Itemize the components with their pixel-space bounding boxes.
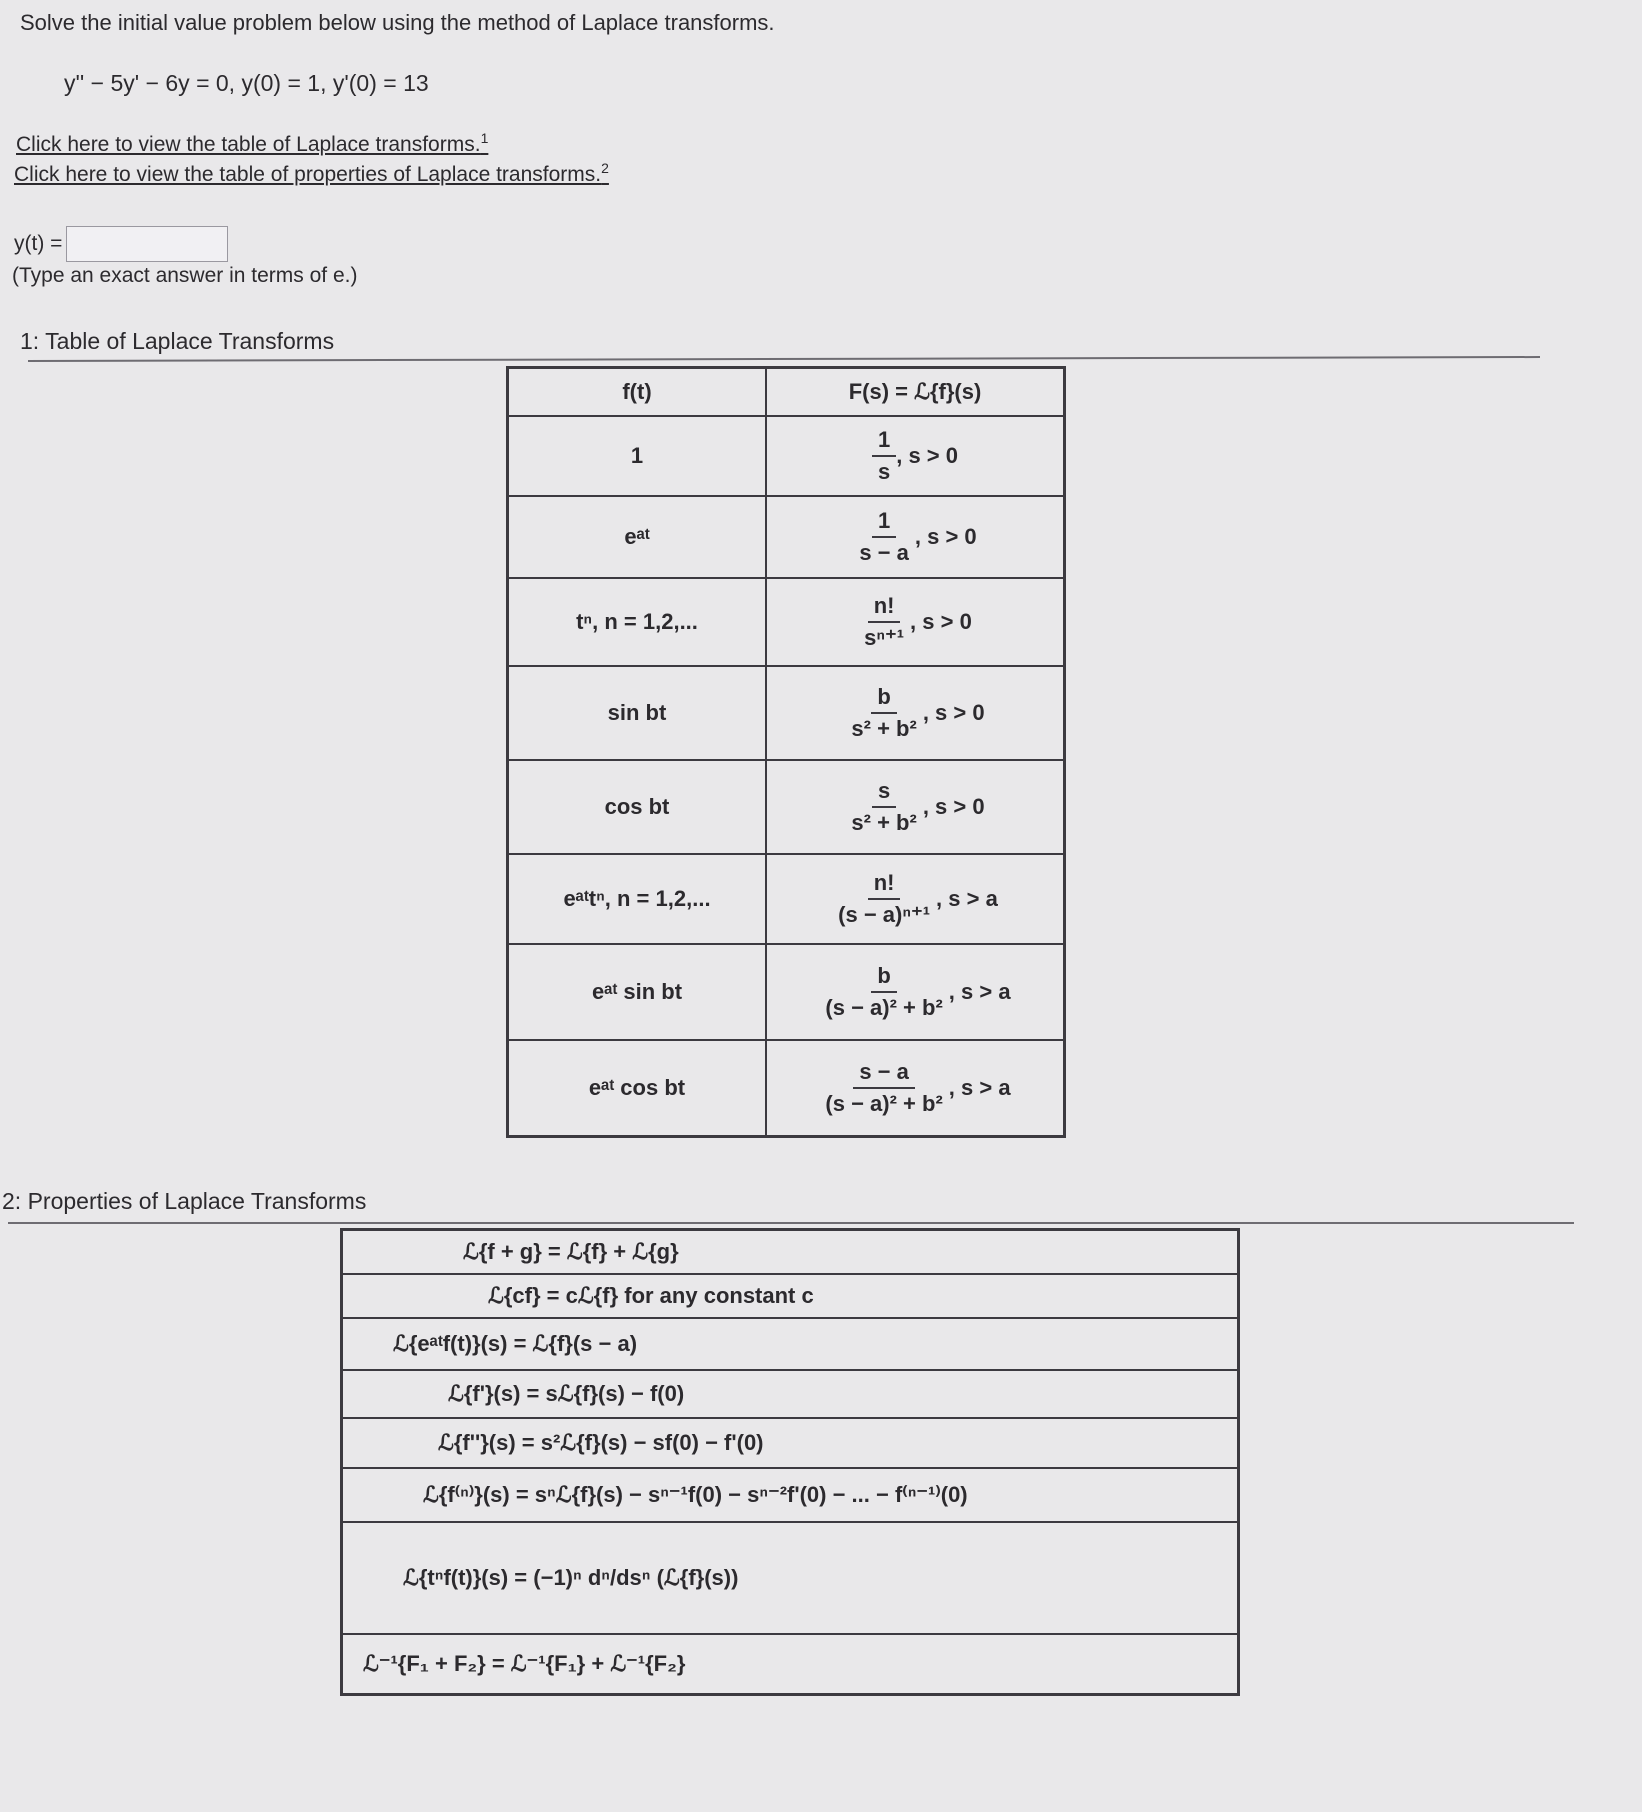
fs-cell: [766, 496, 1065, 578]
fs-cell: [766, 578, 1065, 666]
fs-condition: , s > 0: [896, 443, 959, 468]
table-row: [508, 666, 1065, 760]
answer-hint: (Type an exact answer in terms of e.): [12, 264, 358, 287]
table-row: [508, 760, 1065, 854]
transforms-table-link-text[interactable]: Click here to view the table of Laplace transforms.: [16, 133, 481, 156]
fs-condition: , s > a: [948, 1074, 1011, 1100]
fs-condition: , s > 0: [914, 524, 977, 549]
fs-numerator: s − a: [853, 1059, 915, 1089]
fs-numerator: n!: [868, 870, 901, 900]
fs-denominator: (s − a)² + b²: [825, 1090, 943, 1116]
property-cell: ℒ⁻¹{F₁ + F₂} = ℒ⁻¹{F₁} + ℒ⁻¹{F₂}: [342, 1634, 1239, 1695]
fs-denominator: sⁿ⁺¹: [864, 625, 905, 650]
table-row: [508, 944, 1065, 1040]
ft-cell: eᵃᵗ: [508, 496, 767, 578]
question-prompt: Solve the initial value problem below using the method of Laplace transforms.: [20, 10, 775, 35]
fs-cell: [766, 416, 1065, 496]
section-divider: [28, 356, 1540, 361]
laplace-properties-table: [340, 1228, 1240, 1696]
property-row: [342, 1230, 1239, 1275]
fs-cell: [766, 1040, 1065, 1136]
fs-condition: , s > a: [948, 979, 1011, 1004]
answer-input[interactable]: [66, 226, 228, 262]
property-row: [342, 1370, 1239, 1418]
property-cell: ℒ{cf} = cℒ{f} for any constant c: [342, 1274, 1239, 1318]
section-divider: [8, 1222, 1574, 1224]
answer-label: y(t) =: [14, 232, 63, 255]
property-cell: ℒ{f''}(s) = s²ℒ{f}(s) − sf(0) − f'(0): [342, 1418, 1239, 1468]
ft-cell: tⁿ, n = 1,2,...: [508, 578, 767, 666]
table-row: [508, 578, 1065, 666]
fs-cell: [766, 854, 1065, 944]
fs-numerator: 1: [872, 508, 896, 538]
ivp-equation: y'' − 5y' − 6y = 0, y(0) = 1, y'(0) = 13: [64, 70, 429, 96]
fs-numerator: s: [872, 778, 896, 808]
properties-table-link[interactable]: [14, 160, 609, 187]
property-row: [342, 1468, 1239, 1522]
property-cell: ℒ{f'}(s) = sℒ{f}(s) − f(0): [342, 1370, 1239, 1418]
fs-denominator: (s − a)² + b²: [825, 995, 943, 1020]
property-row: [342, 1418, 1239, 1468]
fs-cell: [766, 666, 1065, 760]
fs-condition: , s > 0: [922, 794, 985, 819]
ft-cell: eᵃᵗ cos bt: [508, 1040, 767, 1136]
property-cell: ℒ{tⁿf(t)}(s) = (−1)ⁿ dⁿ/dsⁿ (ℒ{f}(s)): [342, 1522, 1239, 1634]
fs-numerator: 1: [872, 427, 896, 457]
ft-cell: sin bt: [508, 666, 767, 760]
table-row: [508, 1040, 1065, 1136]
fs-condition: , s > 0: [910, 609, 972, 634]
fs-numerator: n!: [868, 593, 901, 623]
fs-denominator: s² + b²: [851, 716, 917, 741]
transforms-table-link[interactable]: [16, 130, 488, 157]
table-header-row: [508, 368, 1065, 417]
property-cell: ℒ{f⁽ⁿ⁾}(s) = sⁿℒ{f}(s) − sⁿ⁻¹f(0) − sⁿ⁻²f'(0) − ... − f⁽ⁿ⁻¹⁾(0): [342, 1468, 1239, 1522]
fs-numerator: b: [871, 963, 896, 993]
property-cell: ℒ{f + g} = ℒ{f} + ℒ{g}: [342, 1230, 1239, 1275]
property-row: [342, 1318, 1239, 1370]
fs-numerator: b: [871, 684, 896, 714]
table-row: [508, 496, 1065, 578]
ft-cell: eᵃᵗ sin bt: [508, 944, 767, 1040]
table-row: [508, 854, 1065, 944]
ft-cell: 1: [508, 416, 767, 496]
property-row: [342, 1522, 1239, 1634]
ft-cell: eᵃᵗtⁿ, n = 1,2,...: [508, 854, 767, 944]
ft-cell: cos bt: [508, 760, 767, 854]
fs-denominator: s − a: [859, 540, 909, 565]
property-row: [342, 1634, 1239, 1695]
fs-cell: [766, 760, 1065, 854]
transforms-section-title: 1: Table of Laplace Transforms: [20, 328, 335, 354]
fs-denominator: (s − a)ⁿ⁺¹: [838, 902, 931, 927]
transforms-ref: 1: [480, 130, 489, 146]
header-fs: F(s) = ℒ{f}(s): [766, 368, 1065, 417]
header-ft: f(t): [508, 368, 767, 417]
properties-section-title: 2: Properties of Laplace Transforms: [2, 1188, 367, 1214]
property-cell: ℒ{eᵃᵗf(t)}(s) = ℒ{f}(s − a): [342, 1318, 1239, 1370]
answer-row: [14, 226, 228, 262]
fs-denominator: s² + b²: [851, 810, 917, 835]
fs-condition: , s > a: [936, 886, 998, 911]
table-row: [508, 416, 1065, 496]
laplace-transforms-table: [506, 366, 1066, 1138]
properties-ref: 2: [601, 160, 609, 176]
fs-cell: [766, 944, 1065, 1040]
fs-denominator: s: [877, 459, 891, 484]
properties-table-link-text[interactable]: Click here to view the table of properties of Laplace transforms.: [14, 163, 602, 186]
fs-condition: , s > 0: [922, 700, 985, 725]
property-row: [342, 1274, 1239, 1318]
